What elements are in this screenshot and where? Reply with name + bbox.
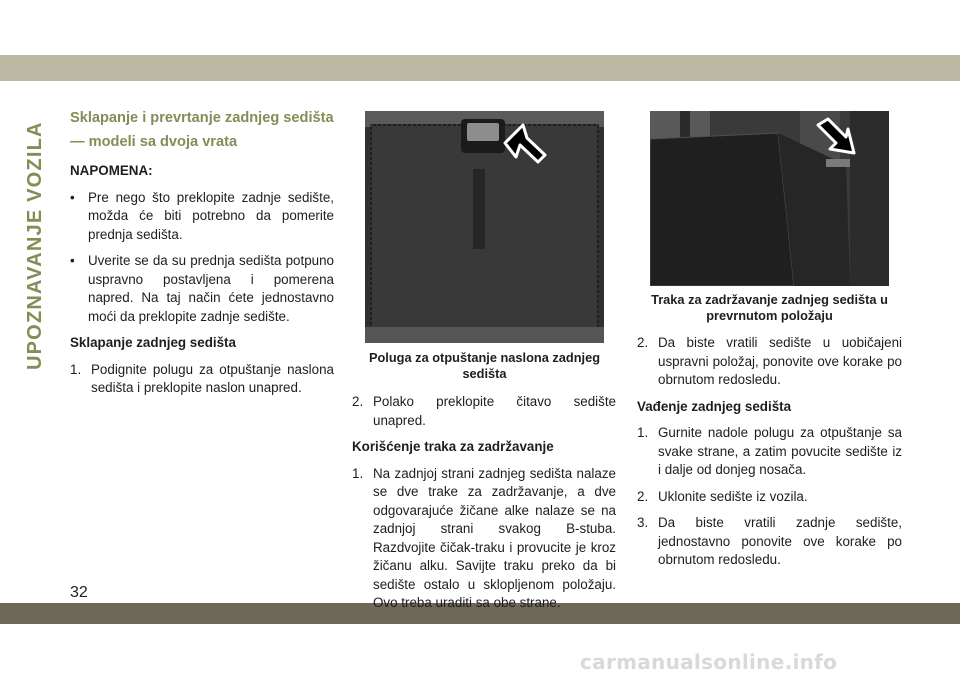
list-item	[352, 465, 616, 613]
step-text: Da biste vratili zadnje sedište, jednostavno ponovite ove korake po obrnutom redosledu.	[658, 515, 902, 567]
list-item	[637, 424, 902, 480]
step-text: Uklonite sedište iz vozila.	[658, 488, 808, 504]
bullet-text: Uverite se da su prednja sedišta potpuno uspravno postavljena i pomerena napred. Na taj način ćete jednostavno moći da preklopite zadnje sedište.	[88, 253, 334, 324]
page-number: 32	[70, 584, 88, 601]
step-number: 2.	[637, 335, 649, 350]
step-text: Polako preklopite čitavo sedište unapred.	[373, 394, 616, 428]
step-text: Da biste vratili sedište u uobičajeni uspravni položaj, ponovite ove korake po obrnutom redosledu.	[658, 335, 902, 387]
step-number: 1.	[352, 465, 364, 481]
step-text: Podignite polugu za otpuštanje naslona sedišta i preklopite naslon unapred.	[91, 361, 334, 395]
side-section-tab: UPOZNAVANJE VOZILA	[24, 121, 46, 370]
subheading: Sklapanje zadnjeg sedišta	[70, 335, 236, 350]
retaining-strap-photo	[650, 111, 889, 286]
section-title: Sklapanje i prevrtanje zadnjeg sedišta — modeli sa dvoja vrata	[70, 110, 334, 150]
figure-caption: Traka za zadržavanje zadnjeg sedišta u prevrnutom položaju	[651, 292, 888, 323]
list-item	[637, 514, 902, 570]
list-item	[70, 252, 334, 326]
step-number: 2.	[352, 394, 364, 409]
column-1	[70, 106, 334, 406]
step-text: Na zadnjoj strani zadnjeg sedišta nalaze se dve trake za zadržavanje, a dve odgovarajuće žičane alke nalaze se na zadnjoj strani svakog B-stuba. Razdvojite čičak-traku i provucite je kroz žičanu alku. Savijte traku preko da bi sedište ostalo u sklopljenom položaju. Ovo treba uraditi sa obe strane.	[373, 465, 616, 610]
figure-caption: Poluga za otpuštanje naslona zadnjeg sedišta	[368, 350, 601, 381]
subheading: Korišćenje traka za zadržavanje	[352, 439, 554, 454]
list-item	[70, 189, 334, 245]
list-item	[352, 393, 616, 430]
bullet-text: Pre nego što preklopite zadnje sedište, možda će biti potrebno da pomerite prednja sedišta.	[88, 189, 334, 242]
step-text: Gurnite nadole polugu za otpuštanje sa svake strane, a zatim povucite sedište iz i dalje od donjeg nosača.	[658, 425, 902, 477]
list-item	[637, 334, 902, 390]
bullet-marker: •	[70, 189, 75, 205]
bullet-marker: •	[70, 253, 75, 268]
subheading: Vađenje zadnjeg sedišta	[637, 398, 792, 414]
seat-release-lever-photo	[365, 111, 604, 343]
site-watermark: carmanualsonline.info	[580, 650, 838, 674]
step-number: 3.	[637, 515, 649, 530]
step-number: 2.	[637, 488, 649, 504]
list-item	[70, 361, 334, 398]
note-label: NAPOMENA:	[70, 163, 153, 178]
step-number: 1.	[637, 425, 649, 440]
header-band	[0, 55, 960, 81]
step-number: 1.	[70, 361, 82, 377]
list-item	[637, 488, 902, 507]
